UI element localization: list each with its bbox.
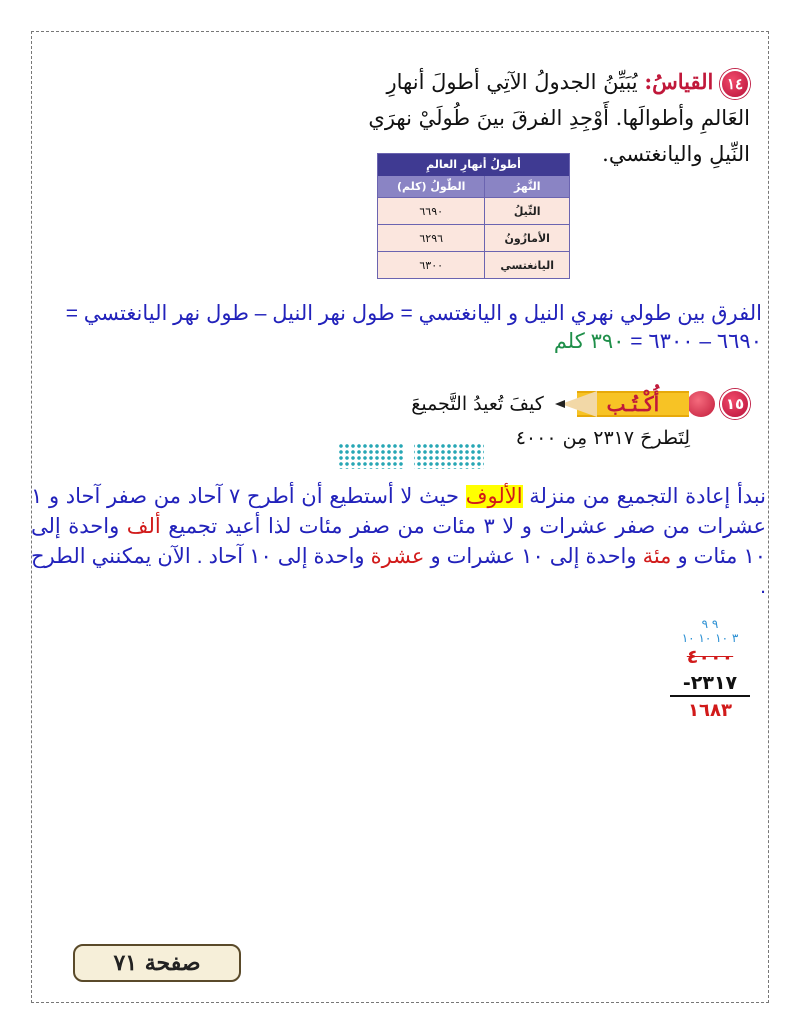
river-name: النِّيلُ [485, 198, 570, 225]
problem-14-line-1 [350, 64, 750, 100]
difference-result: ١٦٨٣ [688, 700, 732, 721]
keyword-ten: عشرة [370, 545, 425, 568]
answer-14-expression: ٦٦٩٠ – ٦٣٠٠ = [630, 330, 762, 353]
answer-15-text-1: نبدأ إعادة التجميع من منزلة [529, 485, 766, 508]
table-header-river: النَّهرُ [485, 176, 570, 198]
answer-15-text-5: واحدة إلى ١٠ آحاد . الآن يمكنني الطرح . [31, 545, 766, 598]
river-length: ٦٣٠٠ [378, 252, 485, 279]
keyword-thousand: ألف [126, 515, 161, 538]
river-length: ٦٢٩٦ [378, 225, 485, 252]
table-header-length: الطّولُ (كلم) [378, 176, 485, 198]
rivers-table [377, 153, 570, 279]
subtrahend: ٢٣١٧- [670, 669, 750, 697]
problem-15 [330, 387, 750, 455]
write-label: أُكْـتُـب [577, 391, 689, 417]
pencil-icon [555, 387, 715, 421]
answer-14-result: ٣٩٠ كلم [553, 330, 625, 353]
problem-15-header [330, 387, 750, 421]
subtraction-work [670, 617, 750, 727]
table-row [378, 225, 570, 252]
problem-14-text-1: يُبَيِّنُ الجدولُ الآتِي أطولَ أنهارِ [386, 70, 638, 94]
river-length: ٦٦٩٠ [378, 198, 485, 225]
answer-15-text-2: حيث لا أستطيع أن أطرح ٧ آحاد من صفر آحاد و ١ عشرات من صفر عشرات و لا ٣ مئات من صفر مئات لذا أعيد تجميع [31, 485, 766, 538]
answer-15-text-3: واحدة إلى ١٠ مئات و [31, 515, 767, 568]
keyword-hundred: مئة [642, 545, 672, 568]
minuend-crossed: ٤٠٠٠ [686, 646, 734, 668]
problem-15-subtitle: لِتَطرحَ ٢٣١٧ مِن ٤٠٠٠ [515, 427, 690, 449]
problem-14-line-3: النِّيلِ واليانغتسي. [602, 142, 750, 166]
river-name: الأمازُونُ [485, 225, 570, 252]
decorative-dots [338, 443, 484, 469]
table-caption: أطولُ أنهارِ العالمِ [378, 154, 570, 176]
problem-number-badge: ١٤ [720, 69, 750, 99]
table-row [378, 198, 570, 225]
pencil-tip [561, 391, 597, 417]
answer-14-line-2 [32, 328, 762, 356]
problem-15-title: كيفَ تُعيدُ التَّجميعَ [411, 393, 544, 415]
table-row [378, 252, 570, 279]
answer-14 [32, 300, 762, 356]
borrow-carries: ٣ ١٠ ١٠ ١٠ [681, 631, 739, 645]
problem-number-badge: ١٥ [720, 389, 750, 419]
answer-15 [31, 482, 766, 602]
problem-14-heading: القياسُ: [644, 69, 714, 94]
pencil-eraser [687, 391, 715, 417]
problem-14-line-2: العَالمِ وأطوالَها. أَوْجِدِ الفرقَ بينَ طُولَيْ نهرَي [368, 106, 750, 130]
highlighted-thousands: الألوف [465, 485, 523, 508]
borrow-nines: ٩ ٩ [701, 617, 719, 631]
pencil-lead [555, 400, 565, 408]
page-number-badge: صفحة ٧١ [73, 944, 241, 982]
river-name: اليانغتسي [485, 252, 570, 279]
answer-14-line-1: الفرق بين طولي نهري النيل و اليانغتسي = طول نهر النيل – طول نهر اليانغتسي = [65, 302, 762, 325]
answer-15-text-4: واحدة إلى ١٠ عشرات و [424, 545, 637, 568]
